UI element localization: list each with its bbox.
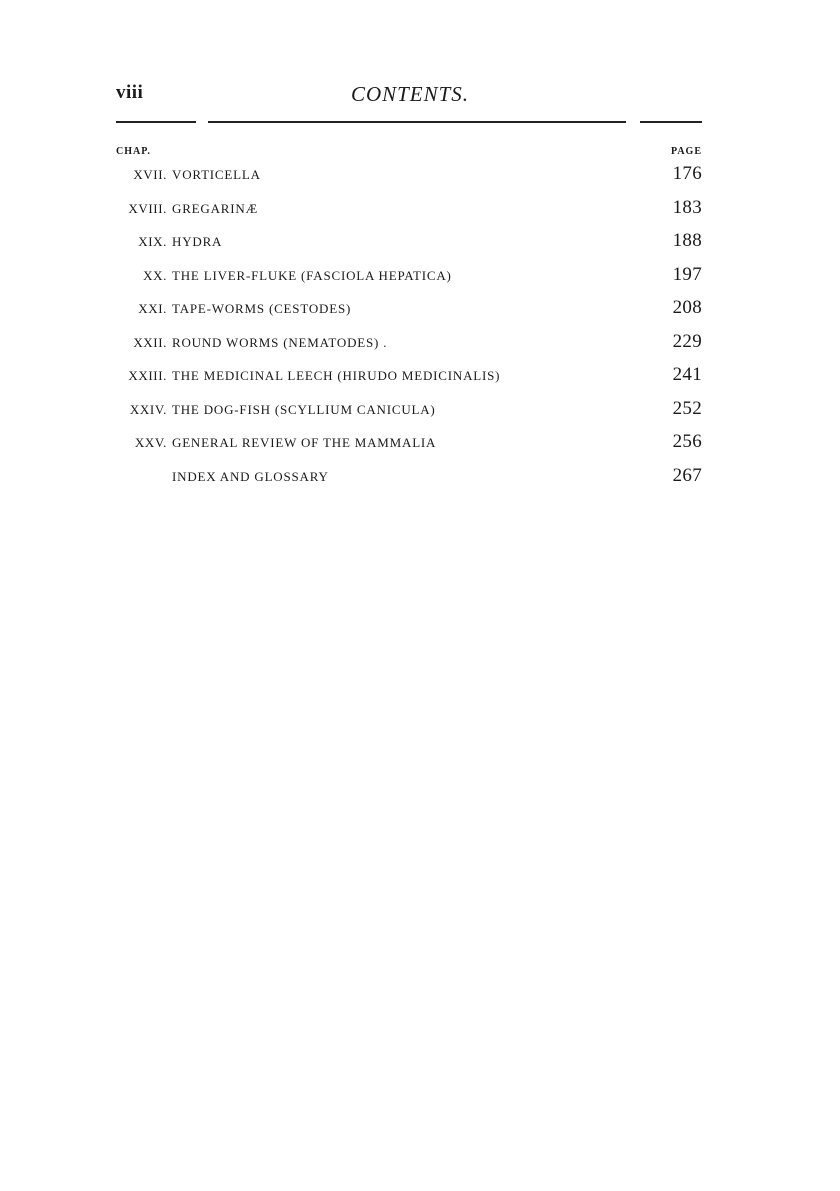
page-number: viii (116, 82, 144, 103)
chapter-title: THE DOG-FISH (SCYLLIUM CANICULA) (172, 401, 436, 417)
chapter-number: XXIV. (129, 401, 167, 417)
chapter-number: XXV. (134, 435, 167, 450)
toc-entry (0, 429, 840, 463)
chapter-title: THE MEDICINAL LEECH (HIRUDO MEDICINALIS) (172, 368, 501, 383)
page-column-heading: PAGE (670, 146, 702, 157)
toc-entry (0, 262, 840, 296)
toc-entry (0, 195, 840, 229)
page-reference: 183 (672, 196, 702, 218)
page-reference: 267 (672, 464, 702, 486)
toc-entry (0, 228, 840, 262)
toc-entry (0, 161, 840, 195)
chapter-number: XXII. (133, 334, 167, 350)
chapter-title: GREGARINÆ (172, 200, 258, 216)
chapter-title: GENERAL REVIEW OF THE MAMMALIA (172, 435, 437, 450)
toc-entry (0, 396, 840, 430)
chapter-title: VORTICELLA (172, 167, 261, 182)
page-reference: 241 (672, 364, 702, 385)
chapter-number: XXIII. (128, 368, 167, 383)
page-reference: 208 (672, 297, 702, 318)
toc-entry (0, 463, 840, 497)
page-reference: 252 (672, 397, 702, 419)
chapter-title: HYDRA (172, 234, 223, 249)
chapter-title: ROUND WORMS (NEMATODES) . (172, 334, 388, 350)
page-reference: 256 (672, 431, 702, 452)
chapter-number: XVII. (133, 167, 167, 182)
chapter-number: XIX. (138, 234, 167, 249)
toc-entry (0, 295, 840, 329)
running-head-title: CONTENTS. (350, 82, 470, 106)
page-reference: 229 (672, 330, 702, 352)
chapter-title: INDEX AND GLOSSARY (172, 468, 329, 484)
page-reference: 197 (672, 263, 702, 285)
chapter-number: XXI. (138, 301, 167, 316)
table-of-contents (0, 161, 840, 496)
chapter-column-heading: CHAP. (116, 146, 151, 157)
chapter-number: XX. (143, 267, 167, 283)
toc-entry (0, 329, 840, 363)
header-rule (116, 121, 702, 123)
chapter-number: XVIII. (128, 200, 167, 216)
toc-entry (0, 362, 840, 396)
page-reference: 188 (672, 230, 702, 251)
chapter-title: THE LIVER-FLUKE (FASCIOLA HEPATICA) (172, 267, 452, 283)
chapter-title: TAPE-WORMS (CESTODES) (172, 301, 352, 316)
page-reference: 176 (672, 163, 702, 184)
